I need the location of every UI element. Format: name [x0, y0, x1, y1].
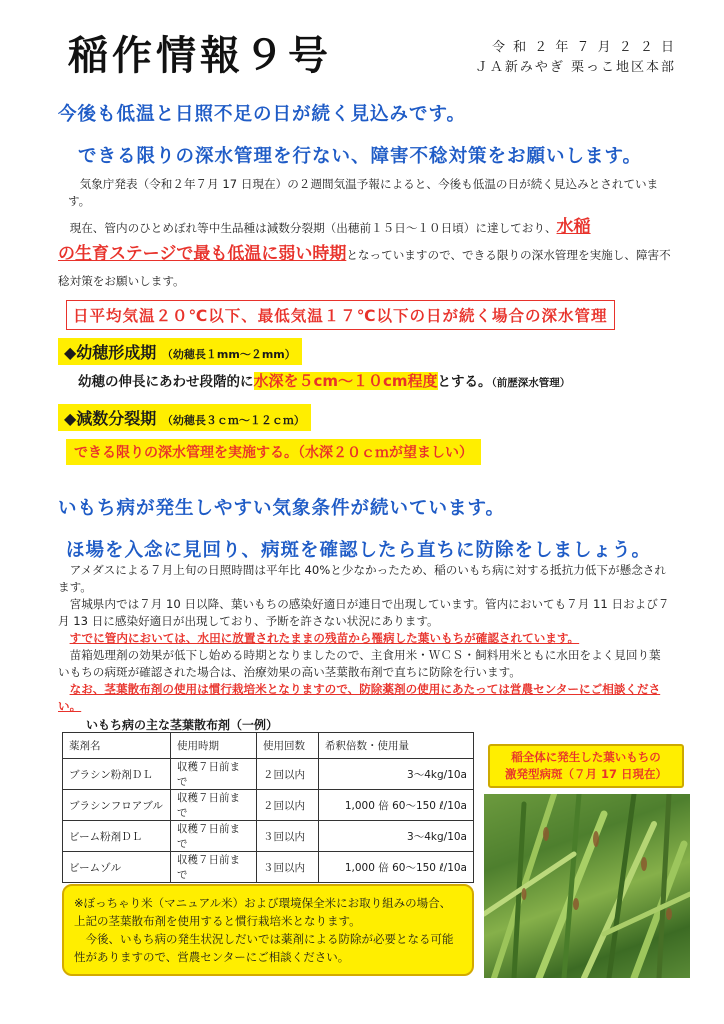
table-header: 使用回数	[257, 733, 319, 759]
deep-water-condition-box: 日平均気温２０℃以下、最低気温１７℃以下の日が続く場合の深水管理	[66, 300, 615, 330]
table-header-row	[63, 733, 474, 759]
table-cell: ２回以内	[257, 759, 319, 790]
table-cell: ３回以内	[257, 852, 319, 883]
table-cell: 3～4kg/10a	[319, 821, 474, 852]
stage2-heading	[58, 404, 311, 431]
stage1-water-depth: 水深を５cm～１０cm程度	[253, 372, 438, 390]
table-cell: ビームゾル	[63, 852, 171, 883]
table-cell: 1,000 倍 60～150 ℓ/10a	[319, 852, 474, 883]
rice-blast-photo	[484, 794, 690, 978]
stage1-text-b: とする。	[437, 374, 492, 390]
paragraph-stage-text-b: となっていますので、できる限りの深水管理を実施し、障害不稔対策をお願いします。	[58, 248, 671, 288]
photo-caption-line2: 激発型病斑（７月 17 日現在）	[504, 767, 667, 781]
note-line2: 今後、いもち病の発生状況しだいでは薬剤による防除が必要となる可能性がありますので、営農センターにご相談ください。	[74, 932, 454, 964]
stage2-subtitle: （幼穂長３ｃｍ～１２ｃｍ）	[161, 414, 305, 427]
stage2-instruction: できる限りの深水管理を実施する。（水深２０ｃｍが望ましい）	[66, 439, 481, 465]
paragraph-stage-red2: の生育ステージで最も低温に弱い時期	[58, 244, 347, 264]
stage1-title: ◆幼穂形成期	[64, 343, 157, 362]
paragraph-confirmed: すでに管内においては、水田に放置されたままの残苗から罹病した葉いもちが確認されています。	[69, 631, 580, 645]
paragraph-infection-days: 宮城県内では７月 10 日以降、葉いもちの感染好適日が連日で出現しています。管内においても７月 11 日および７月 13 日に感染好適日が出現しており、予断を許さない状況にあります。	[58, 597, 670, 628]
header-meta	[475, 38, 676, 78]
headline-inspect-fields: ほ場を入念に見回り、病斑を確認したら直ちに防除をしましょう。	[66, 540, 652, 561]
stage1-text-a: 幼穂の伸長にあわせ段階的に	[78, 374, 254, 390]
stage1-instruction	[78, 370, 570, 391]
table-cell: 収穫７日前まで	[171, 852, 257, 883]
table-cell: ブラシン粉剤ＤＬ	[63, 759, 171, 790]
headline-blast-risk: いもち病が発生しやすい気象条件が続いています。	[58, 498, 506, 519]
stage1-subtitle: （幼穂長１mm～２mm）	[161, 348, 296, 361]
stage1-heading	[58, 338, 302, 365]
rice-leaves-illustration	[484, 794, 690, 978]
eco-rice-note	[62, 884, 474, 976]
table-cell: 収穫７日前まで	[171, 821, 257, 852]
table-cell: 収穫７日前まで	[171, 790, 257, 821]
headline-low-temp: 今後も低温と日照不足の日が続く見込みです。	[58, 104, 467, 125]
headline-deep-water: できる限りの深水管理を行ない、障害不稔対策をお願いします。	[78, 146, 643, 167]
table-header: 使用時期	[171, 733, 257, 759]
table-cell: ブラシンフロアブル	[63, 790, 171, 821]
table-row	[63, 759, 474, 790]
table-cell: ２回以内	[257, 790, 319, 821]
fungicide-table	[62, 732, 474, 883]
table-cell: 1,000 倍 60～150 ℓ/10a	[319, 790, 474, 821]
paragraph-stage-text-a: 現在、管内のひとめぼれ等中生品種は減数分裂期（出穂前１５日～１０日頃）に達しており、	[69, 221, 557, 235]
photo-caption	[488, 744, 684, 788]
table-row	[63, 852, 474, 883]
table-cell: ビーム粉剤ＤＬ	[63, 821, 171, 852]
page-title: 稲作情報９号	[68, 33, 332, 79]
stage2-title: ◆減数分裂期	[64, 409, 157, 428]
table-header: 薬剤名	[63, 733, 171, 759]
table-cell: 収穫７日前まで	[171, 759, 257, 790]
paragraph-forecast: 気象庁発表（令和２年７月 17 日現在）の２週間気温予報によると、今後も低温の日が続く見込みとされています。	[68, 177, 659, 208]
table-header: 希釈倍数・使用量	[319, 733, 474, 759]
paragraph-sunshine: アメダスによる７月上旬の日照時間は平年比 40%と少なかったため、稲のいもち病に対する抵抗力低下が懸念されます。	[58, 563, 666, 594]
organization: ＪＡ新みやぎ 栗っこ地区本部	[474, 60, 676, 75]
table-caption: いもち病の主な茎葉散布剤（一例）	[86, 718, 279, 732]
issue-date: 令 和 ２ 年 ７ 月 ２ ２ 日	[491, 40, 676, 55]
paragraph-treatment: 苗箱処理剤の効果が低下し始める時期となりましたので、主食用米・ＷＣＳ・飼料用米ともに水田をよく見回り葉いもちの病斑が確認された場合は、治療効果の高い茎葉散布剤で直ちに防除を行います。	[58, 648, 661, 679]
table-row	[63, 821, 474, 852]
section2-body	[58, 562, 672, 715]
paragraph-consult: なお、茎葉散布剤の使用は慣行栽培米となりますので、防除薬剤の使用にあたっては営農センターにご相談ください。	[58, 682, 661, 713]
photo-caption-line1: 稲全体に発生した葉いもちの	[511, 750, 661, 764]
paragraph-stage	[58, 214, 672, 294]
stage1-note: （前歴深水管理）	[491, 377, 571, 389]
table-cell: 3～4kg/10a	[319, 759, 474, 790]
note-line1: ※ぼっちゃり米（マニュアル米）および環境保全米にお取り組みの場合、上記の茎葉散布剤を使用すると慣行栽培米となります。	[74, 896, 452, 928]
paragraph-stage-red1: 水稲	[556, 217, 591, 237]
table-cell: ３回以内	[257, 821, 319, 852]
table-row	[63, 790, 474, 821]
